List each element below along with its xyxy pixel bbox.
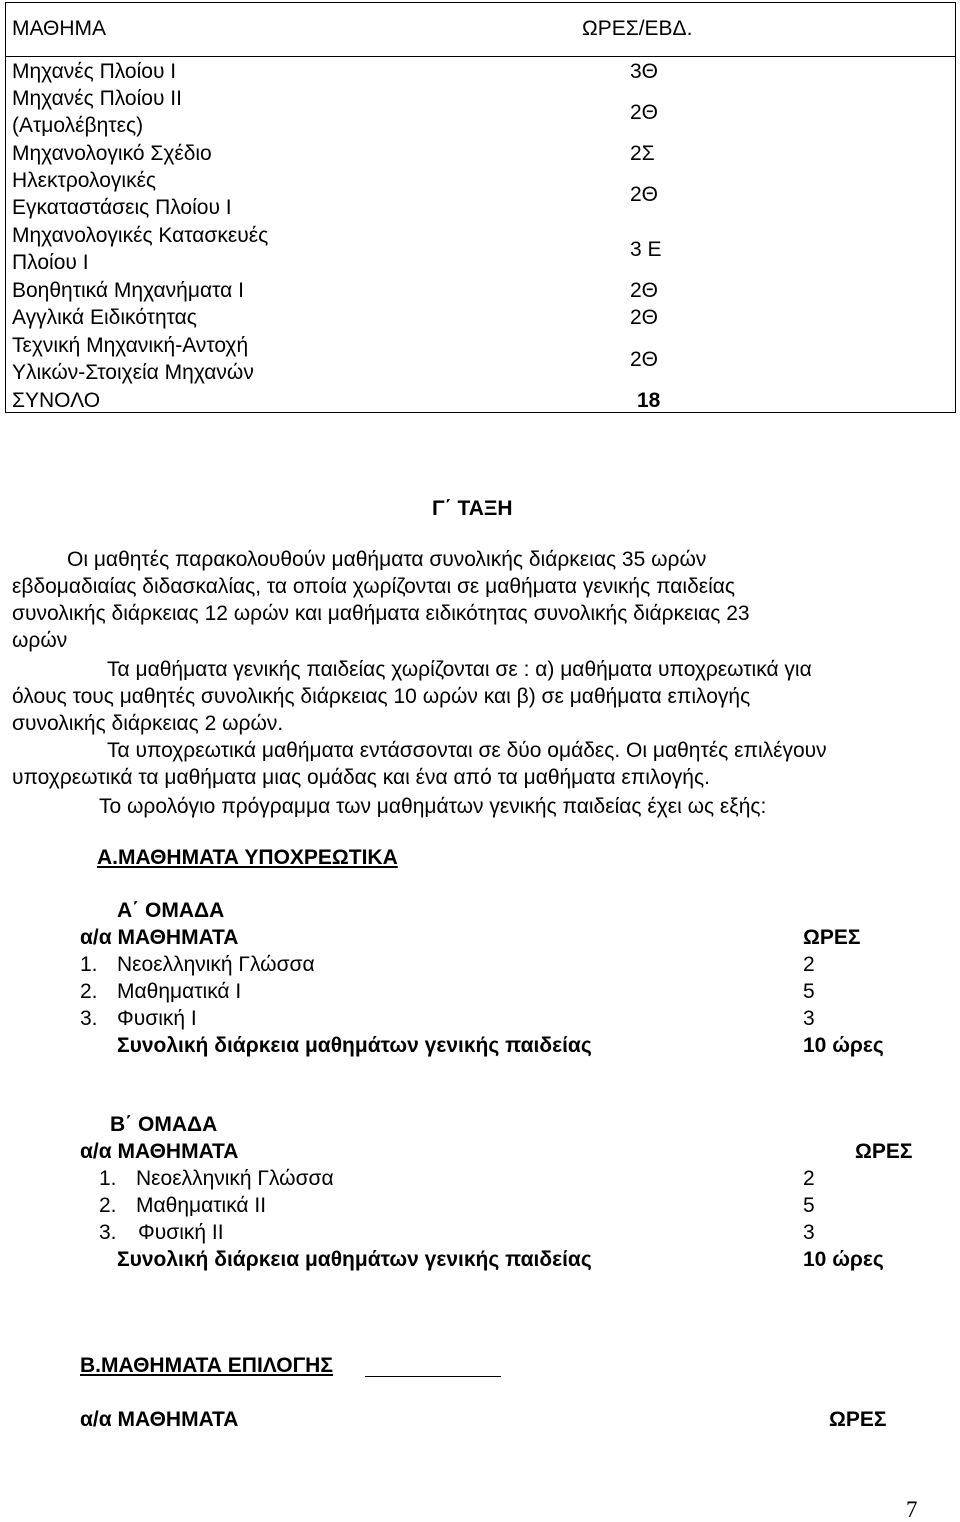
table-row-hours: 3Θ [630, 60, 659, 83]
table-row-hours: 2Θ [630, 279, 659, 302]
group-a-col-hours: ΩΡΕΣ [803, 926, 861, 949]
list-item-hours: 3 [803, 1221, 815, 1244]
group-a-col-lessons: α/α ΜΑΘΗΜΑΤΑ [80, 926, 239, 949]
list-item-number: 2. [99, 1194, 117, 1217]
table-row-lesson: Βοηθητικά Μηχανήματα Ι [12, 279, 244, 302]
list-item-number: 3. [80, 1007, 98, 1030]
list-item-hours: 5 [803, 980, 815, 1003]
table-row-lesson: Μηχανολογικό Σχέδιο [12, 142, 212, 165]
table-row-lesson: Αγγλικά Ειδικότητας [12, 306, 197, 329]
list-item-hours: 2 [803, 953, 815, 976]
mandatory-heading: Α.ΜΑΘΗΜΑΤΑ ΥΠΟΧΡΕΩΤΙΚΑ [97, 846, 398, 869]
paragraph-line: Τα μαθήματα γενικής παιδείας χωρίζονται σε : α) μαθήματα υποχρεωτικά για [107, 658, 812, 681]
list-item-number: 1. [80, 953, 98, 976]
table-row-lesson: Μηχανολογικές Κατασκευές [12, 224, 269, 247]
paragraph-line: υποχρεωτικά τα μαθήματα μιας ομάδας και ένα από τα μαθήματα επιλογής. [12, 766, 710, 789]
elective-heading: Β.ΜΑΘΗΜΑΤΑ ΕΠΙΛΟΓΗΣ [80, 1354, 333, 1377]
paragraph-line: όλους τους μαθητές συνολικής διάρκειας 10 ωρών και β) σε μαθήματα επιλογής [12, 685, 751, 708]
paragraph-2 [12, 656, 942, 737]
table-row-lesson-cont: Πλοίου Ι [12, 251, 89, 274]
paragraph-line: Τα υποχρεωτικά μαθήματα εντάσσονται σε δύο ομάδες. Οι μαθητές επιλέγουν [107, 739, 827, 762]
paragraph-3 [12, 737, 942, 791]
group-b-col-lessons: α/α ΜΑΘΗΜΑΤΑ [80, 1140, 239, 1163]
group-a-total-hours: 10 ώρες [803, 1034, 884, 1057]
elective-heading-underline [365, 1376, 501, 1377]
table-row-lesson: Ηλεκτρολογικές [12, 169, 157, 192]
list-item-hours: 2 [803, 1167, 815, 1190]
group-b-col-hours: ΩΡΕΣ [855, 1140, 913, 1163]
paragraph-line: ωρών [12, 629, 68, 652]
table-row-lesson: Μηχανές Πλοίου Ι [12, 60, 177, 83]
table-row-lesson-cont: Υλικών-Στοιχεία Μηχανών [12, 361, 254, 384]
list-item-number: 2. [80, 980, 98, 1003]
elective-col-lessons: α/α ΜΑΘΗΜΑΤΑ [80, 1408, 239, 1431]
table-row-hours: 2Θ [630, 348, 659, 371]
list-item-name: Φυσική ΙΙ [138, 1221, 224, 1244]
table-total-label: ΣΥΝΟΛΟ [12, 389, 101, 412]
group-a-total-label: Συνολική διάρκεια μαθημάτων γενικής παιδείας [117, 1034, 592, 1057]
section-title: Γ΄ ΤΑΞΗ [432, 497, 513, 520]
paragraph-4: Το ωρολόγιο πρόγραμμα των μαθημάτων γενικής παιδείας έχει ως εξής: [99, 795, 767, 818]
list-item-name: Νεοελληνική Γλώσσα [117, 953, 315, 976]
page-number: 7 [906, 1497, 918, 1522]
table-row-lesson: Μηχανές Πλοίου ΙΙ [12, 87, 182, 110]
table-total-hours: 18 [637, 389, 661, 412]
table-row-hours: 2Θ [630, 306, 659, 329]
table-row-lesson-cont: (Ατμολέβητες) [12, 114, 144, 137]
paragraph-1 [12, 546, 942, 654]
group-b-total-hours: 10 ώρες [803, 1248, 884, 1271]
table-row-lesson-cont: Εγκαταστάσεις Πλοίου Ι [12, 196, 232, 219]
elective-col-hours: ΩΡΕΣ [829, 1408, 887, 1431]
group-b-total-label: Συνολική διάρκεια μαθημάτων γενικής παιδείας [117, 1248, 592, 1271]
list-item-name: Μαθηματικά Ι [117, 980, 242, 1003]
table-row-hours: 2Θ [630, 101, 659, 124]
list-item-hours: 3 [803, 1007, 815, 1030]
table-header-lesson: ΜΑΘΗΜΑ [12, 17, 107, 40]
group-b-title: Β΄ ΟΜΑΔΑ [110, 1113, 218, 1136]
paragraph-line: Οι μαθητές παρακολουθούν μαθήματα συνολικής διάρκειας 35 ωρών [67, 548, 707, 571]
list-item-name: Φυσική Ι [117, 1007, 197, 1030]
table-header-hours: ΩΡΕΣ/ΕΒΔ. [582, 17, 693, 40]
list-item-number: 1. [99, 1167, 117, 1190]
paragraph-line: συνολικής διάρκειας 2 ωρών. [12, 712, 284, 735]
group-a-title: Α΄ ΟΜΑΔΑ [117, 899, 225, 922]
list-item-hours: 5 [803, 1194, 815, 1217]
paragraph-line: συνολικής διάρκειας 12 ωρών και μαθήματα ειδικότητας συνολικής διάρκειας 23 [12, 602, 750, 625]
list-item-name: Μαθηματικά ΙΙ [136, 1194, 267, 1217]
table-row-lesson: Τεχνική Μηχανική-Αντοχή [12, 334, 249, 357]
table-row-hours: 3 Ε [630, 238, 662, 261]
list-item-name: Νεοελληνική Γλώσσα [136, 1167, 334, 1190]
table-row-hours: 2Σ [630, 142, 655, 165]
table-row-hours: 2Θ [630, 183, 659, 206]
list-item-number: 3. [99, 1221, 117, 1244]
paragraph-line: εβδομαδιαίας διδασκαλίας, τα οποία χωρίζονται σε μαθήματα γενικής παιδείας [12, 575, 736, 598]
